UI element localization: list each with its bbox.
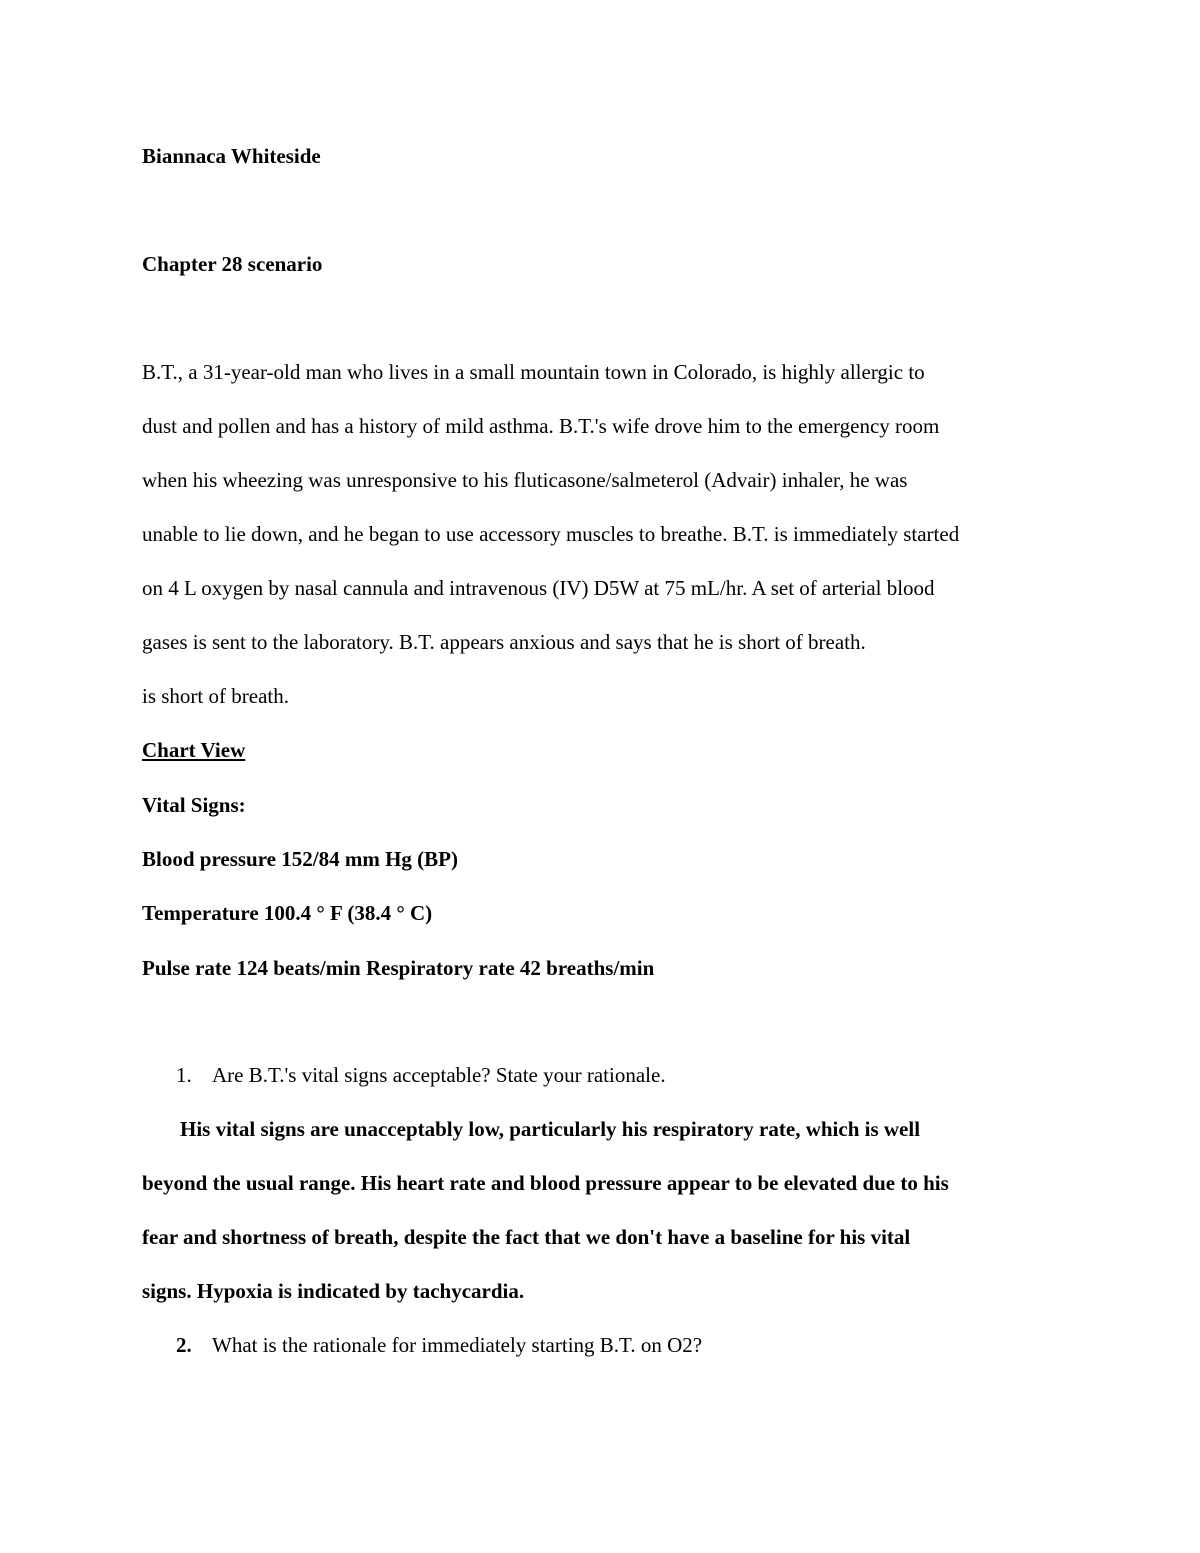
question-1-text: Are B.T.'s vital signs acceptable? State your rationale.	[212, 1063, 666, 1087]
scenario-line: when his wheezing was unresponsive to his fluticasone/salmeterol (Advair) inhaler, he was	[142, 468, 908, 492]
scenario-line: on 4 L oxygen by nasal cannula and intravenous (IV) D5W at 75 mL/hr. A set of arterial blood	[142, 576, 935, 600]
vital-temperature: Temperature 100.4 ° F (38.4 ° C)	[142, 901, 433, 925]
answer-1-line: His vital signs are unacceptably low, particularly his respiratory rate, which is well	[180, 1117, 921, 1141]
scenario-line: B.T., a 31-year-old man who lives in a small mountain town in Colorado, is highly allergic to	[142, 360, 925, 384]
vital-blood-pressure: Blood pressure 152/84 mm Hg (BP)	[142, 847, 458, 871]
document-title: Chapter 28 scenario	[142, 252, 323, 276]
scenario-line: gases is sent to the laboratory. B.T. appears anxious and says that he is short of breath.	[142, 630, 866, 654]
chart-view-heading: Chart View	[142, 738, 246, 762]
question-2-text: What is the rationale for immediately starting B.T. on O2?	[212, 1333, 703, 1357]
answer-1-line: beyond the usual range. His heart rate and blood pressure appear to be elevated due to his	[142, 1171, 949, 1195]
author-name: Biannaca Whiteside	[142, 144, 321, 168]
vital-signs-heading: Vital Signs:	[142, 793, 246, 817]
answer-1-line: signs. Hypoxia is indicated by tachycardia.	[142, 1279, 525, 1303]
vital-pulse-respiratory: Pulse rate 124 beats/min Respiratory rate 42 breaths/min	[142, 956, 655, 980]
scenario-line: is short of breath.	[142, 684, 289, 708]
answer-1-line: fear and shortness of breath, despite the fact that we don't have a baseline for his vital	[142, 1225, 911, 1249]
scenario-line: unable to lie down, and he began to use accessory muscles to breathe. B.T. is immediately started	[142, 522, 960, 546]
question-1-number: 1.	[176, 1063, 192, 1087]
scenario-line: dust and pollen and has a history of mild asthma. B.T.'s wife drove him to the emergency room	[142, 414, 940, 438]
question-2-number: 2.	[176, 1333, 192, 1357]
